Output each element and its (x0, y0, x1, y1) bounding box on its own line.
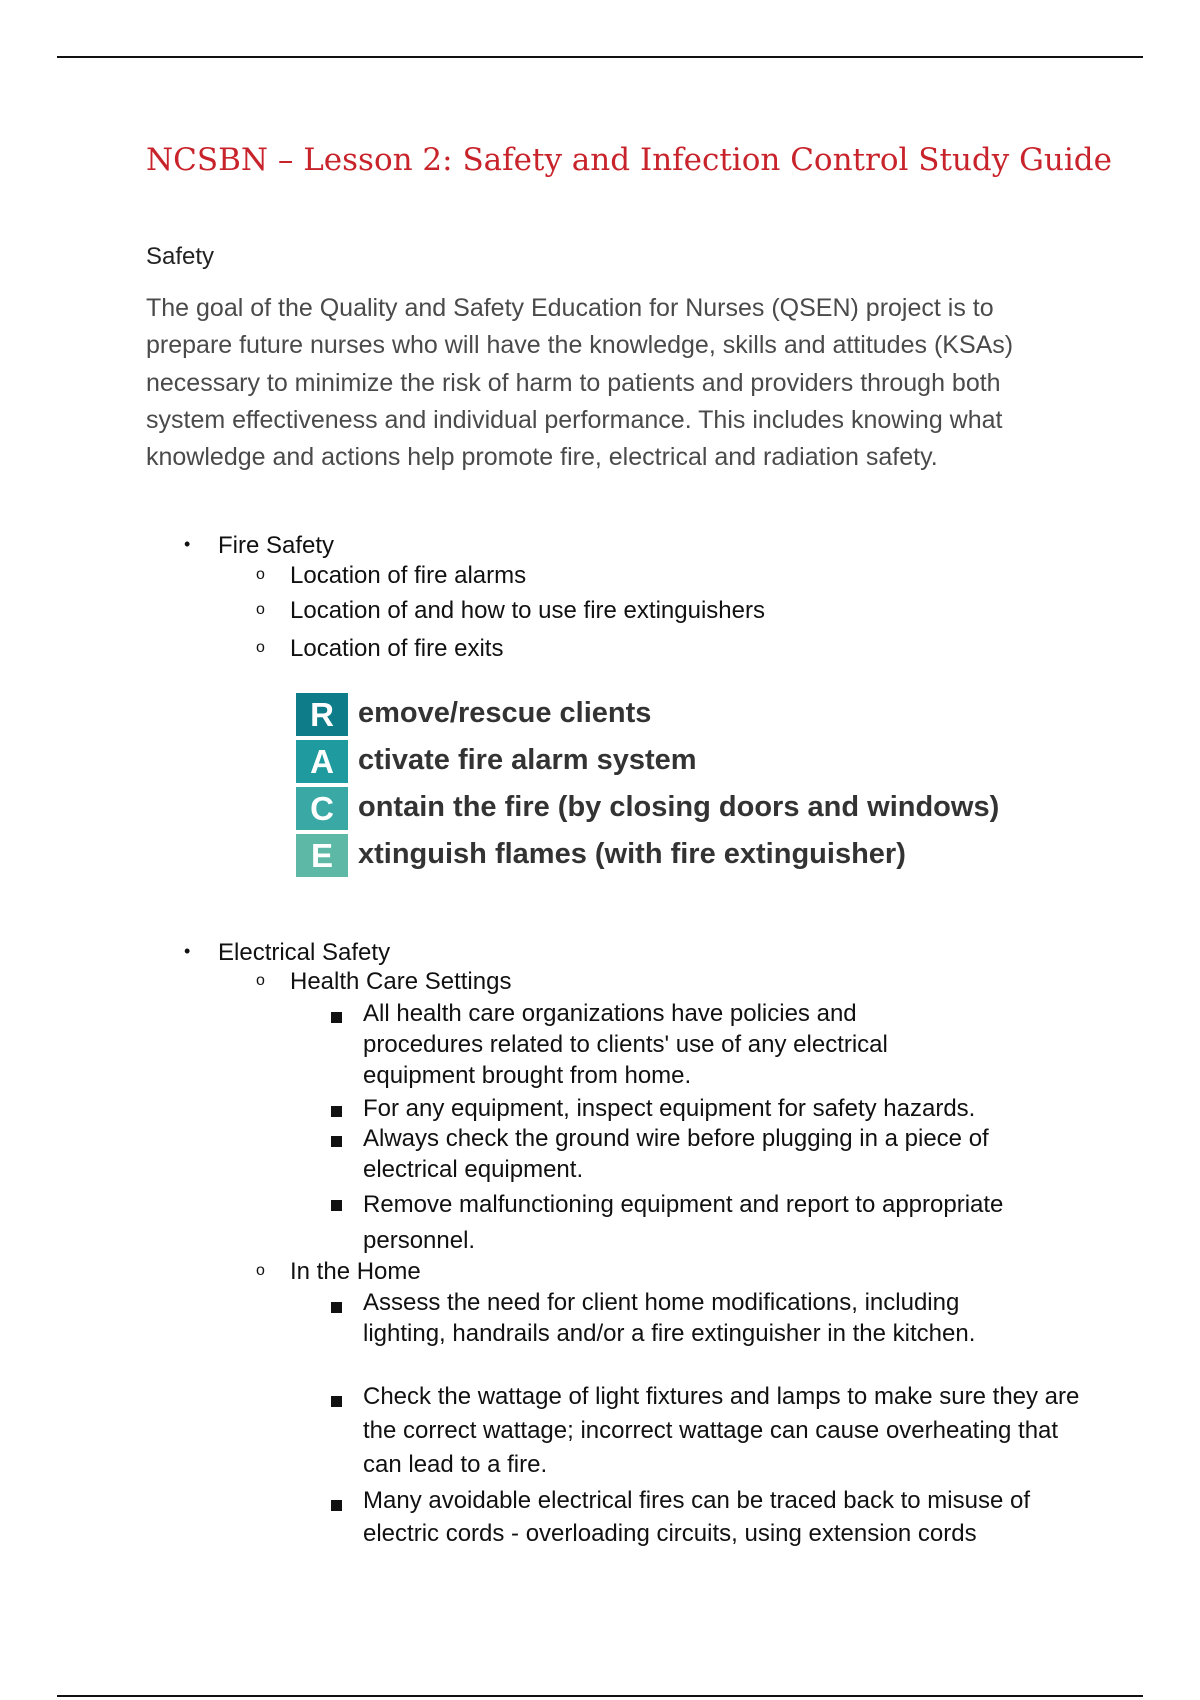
section-heading: Safety (146, 243, 215, 270)
health-care-settings-label: Health Care Settings (290, 968, 512, 995)
electrical-safety-label: Electrical Safety (218, 939, 391, 966)
bottom-rule (57, 1695, 1143, 1697)
circle-bullet: o (256, 566, 265, 583)
race-letter-c: C (296, 787, 348, 830)
race-text: xtinguish flames (with fire extinguisher) (358, 838, 906, 870)
health-care-item: For any equipment, inspect equipment for safety hazards. (363, 1095, 976, 1122)
square-bullet (331, 1302, 342, 1313)
race-row (296, 740, 1016, 787)
race-row (296, 834, 1016, 881)
race-text: emove/rescue clients (358, 697, 652, 729)
intro-paragraph: The goal of the Quality and Safety Education for Nurses (QSEN) project is to prepare future nurses who will have the knowledge, skills and attitudes (KSAs) necessary to minimize the risk of harm to patients and providers through both system effectiveness and individual performance. This includes knowing what knowledge and actions help promote fire, electrical and radiation safety. (146, 294, 1014, 472)
health-care-item: Always check the ground wire before plugging in a piece of electrical equipment. (363, 1125, 989, 1183)
fire-item: Location of fire alarms (290, 562, 527, 589)
race-letter-r: R (296, 693, 348, 736)
square-bullet (331, 1012, 342, 1023)
fire-safety-label: Fire Safety (218, 532, 335, 559)
square-bullet (331, 1106, 342, 1117)
fire-item: Location of fire exits (290, 635, 504, 662)
race-text: ctivate fire alarm system (358, 744, 697, 776)
home-item: Many avoidable electrical fires can be traced back to misuse of electric cords - overloading circuits, using extension cords (363, 1487, 1030, 1547)
race-text: ontain the fire (by closing doors and windows) (358, 791, 1000, 823)
top-rule (57, 56, 1143, 58)
square-bullet (331, 1396, 342, 1407)
home-item: Check the wattage of light fixtures and lamps to make sure they are the correct wattage; incorrect wattage can cause overheating that can lead to a fire. (363, 1383, 1080, 1478)
race-row (296, 787, 1016, 834)
page-title: NCSBN – Lesson 2: Safety and Infection Control Study Guide (146, 142, 1112, 178)
bullet-dot: • (184, 534, 191, 554)
race-letter-a: A (296, 740, 348, 783)
circle-bullet: o (256, 972, 265, 989)
race-acronym-graphic (296, 693, 1016, 881)
square-bullet (331, 1136, 342, 1147)
in-the-home-label: In the Home (290, 1258, 421, 1285)
race-row (296, 693, 1016, 740)
circle-bullet: o (256, 601, 265, 618)
home-item: Assess the need for client home modifications, including lighting, handrails and/or a fire extinguisher in the kitchen. (363, 1289, 976, 1347)
square-bullet (331, 1200, 342, 1211)
circle-bullet: o (256, 1262, 265, 1279)
bullet-dot: • (184, 941, 191, 961)
health-care-item: All health care organizations have policies and procedures related to clients' use of any electrical equipment brought from home. (363, 1000, 888, 1089)
square-bullet (331, 1500, 342, 1511)
race-letter-e: E (296, 834, 348, 877)
health-care-item: Remove malfunctioning equipment and report to appropriate personnel. (363, 1191, 1004, 1254)
circle-bullet: o (256, 639, 265, 656)
fire-item: Location of and how to use fire extinguishers (290, 597, 765, 624)
